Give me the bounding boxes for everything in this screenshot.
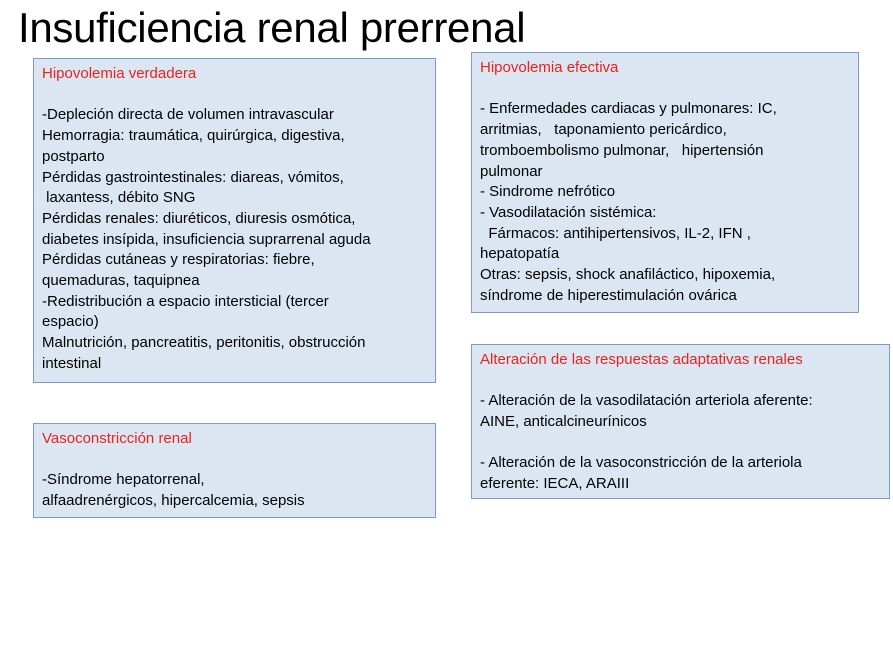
text-line: intestinal	[42, 354, 102, 372]
hipovolemia-efectiva-heading: Hipovolemia efectiva	[480, 59, 619, 76]
text-line: tromboembolismo pulmonar, hipertensión	[480, 141, 764, 159]
text-line: arritmias, taponamiento pericárdico,	[480, 121, 727, 139]
text-line: -Depleción directa de volumen intravascular	[42, 106, 334, 124]
text-line: - Alteración de la vasodilatación arteriola aferente:	[480, 392, 813, 410]
alteracion-respuestas-box	[471, 344, 890, 499]
text-line: síndrome de hiperestimulación ovárica	[480, 286, 737, 304]
vasoconstriccion-renal-box	[33, 423, 436, 518]
text-line: eferente: IECA, ARAIII	[480, 475, 630, 493]
text-line: quemaduras, taquipnea	[42, 272, 200, 290]
hipovolemia-verdadera-box	[33, 58, 436, 383]
text-line: laxantess, débito SNG	[42, 189, 196, 207]
text-line: Pérdidas gastrointestinales: diareas, vómitos,	[42, 168, 344, 186]
alteracion-respuestas-heading: Alteración de las respuestas adaptativas renales	[480, 351, 803, 368]
text-line: - Vasodilatación sistémica:	[480, 203, 657, 221]
text-line: postparto	[42, 147, 105, 165]
text-line: - Enfermedades cardiacas y pulmonares: IC,	[480, 100, 777, 118]
hipovolemia-efectiva-box	[471, 52, 859, 313]
text-line: espacio)	[42, 313, 99, 331]
text-line: -Síndrome hepatorrenal,	[42, 471, 205, 489]
text-line: AINE, anticalcineurínicos	[480, 413, 647, 431]
paragraph-gap	[480, 433, 881, 454]
text-line: Pérdidas cutáneas y respiratorias: fiebre,	[42, 251, 315, 269]
slide-title: Insuficiencia renal prerrenal	[18, 4, 526, 51]
text-line: alfaadrenérgicos, hipercalcemia, sepsis	[42, 492, 305, 510]
text-line: Otras: sepsis, shock anafiláctico, hipoxemia,	[480, 266, 776, 284]
text-line: Hemorragia: traumática, quirúrgica, digestiva,	[42, 127, 345, 145]
text-line: - Sindrome nefrótico	[480, 183, 616, 201]
text-line: -Redistribución a espacio intersticial (tercer	[42, 292, 329, 310]
vasoconstriccion-renal-heading: Vasoconstricción renal	[42, 430, 192, 447]
text-line: - Alteración de la vasoconstricción de la arteriola	[480, 454, 802, 472]
hipovolemia-verdadera-heading: Hipovolemia verdadera	[42, 65, 197, 82]
text-line: pulmonar	[480, 162, 543, 180]
text-line: hepatopatía	[480, 245, 560, 263]
text-line: Malnutrición, pancreatitis, peritonitis, obstrucción	[42, 334, 366, 352]
text-line: Fármacos: antihipertensivos, IL-2, IFN ,	[480, 224, 751, 242]
text-line: Pérdidas renales: diuréticos, diuresis osmótica,	[42, 209, 356, 227]
text-line: diabetes insípida, insuficiencia suprarrenal aguda	[42, 230, 371, 248]
